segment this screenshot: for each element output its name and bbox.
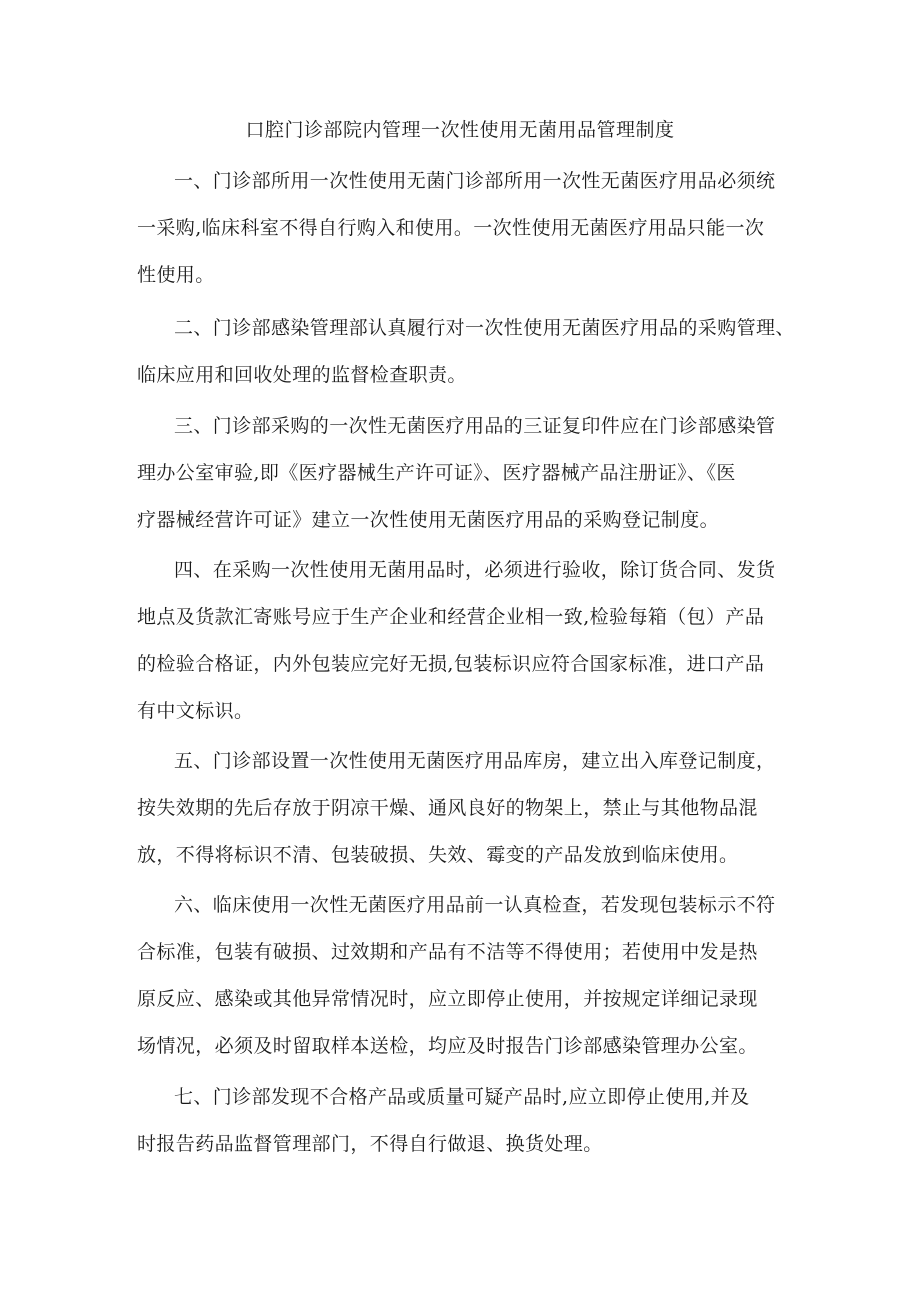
paragraph-2-line-1: 二、门诊部感染管理部认真履行对一次性使用无菌医疗用品的采购管理、: [174, 317, 795, 339]
paragraph-6-line-2: 合标准，包装有破损、过效期和产品有不洁等不得使用；若使用中发是热: [137, 941, 758, 963]
paragraph-6-line-4: 场情况，必须及时留取样本送检，均应及时报告门诊部感染管理办公室。: [137, 1035, 758, 1057]
paragraph-2-line-2: 临床应用和回收处理的监督检查职责。: [137, 364, 467, 386]
paragraph-5-line-2: 按失效期的先后存放于阴凉干燥、通风良好的物架上，禁止与其他物品混: [137, 797, 758, 819]
paragraph-4-line-3: 的检验合格证，内外包装应完好无损,包装标识应符合国家标准，进口产品: [137, 653, 765, 675]
paragraph-4-line-1: 四、在采购一次性使用无菌用品时，必须进行验收，除订货合同、发货: [174, 559, 776, 581]
paragraph-5-line-3: 放，不得将标识不清、包装破损、失效、霉变的产品发放到临床使用。: [137, 844, 739, 866]
paragraph-6-line-1: 六、临床使用一次性无菌医疗用品前一认真检查，若发现包装标示不符: [174, 894, 776, 916]
paragraph-4-line-2: 地点及货款汇寄账号应于生产企业和经营企业相一致,检验每箱（包）产品: [137, 606, 765, 628]
document-title: 口腔门诊部院内管理一次性使用无菌用品管理制度: [245, 119, 675, 141]
paragraph-3-line-3: 疗器械经营许可证》建立一次性使用无菌医疗用品的采购登记制度。: [137, 509, 720, 531]
paragraph-7-line-2: 时报告药品监督管理部门，不得自行做退、换货处理。: [137, 1133, 603, 1155]
paragraph-7-line-1: 七、门诊部发现不合格产品或质量可疑产品时,应立即停止使用,并及: [174, 1086, 750, 1108]
paragraph-3-line-2: 理办公室审验,即《医疗器械生产许可证》、医疗器械产品注册证》、《医: [137, 462, 736, 484]
paragraph-1-line-3: 性使用。: [137, 264, 215, 286]
paragraph-1-line-2: 一采购,临床科室不得自行购入和使用。一次性使用无菌医疗用品只能一次: [137, 217, 765, 239]
paragraph-5-line-1: 五、门诊部设置一次性使用无菌医疗用品库房，建立出入库登记制度，: [174, 750, 776, 772]
paragraph-1-line-1: 一、门诊部所用一次性使用无菌门诊部所用一次性无菌医疗用品必须统: [174, 170, 776, 192]
paragraph-3-line-1: 三、门诊部采购的一次性无菌医疗用品的三证复印件应在门诊部感染管: [174, 415, 776, 437]
paragraph-6-line-3: 原反应、感染或其他异常情况时，应立即停止使用，并按规定详细记录现: [137, 988, 758, 1010]
paragraph-4-line-4: 有中文标识。: [137, 700, 254, 722]
